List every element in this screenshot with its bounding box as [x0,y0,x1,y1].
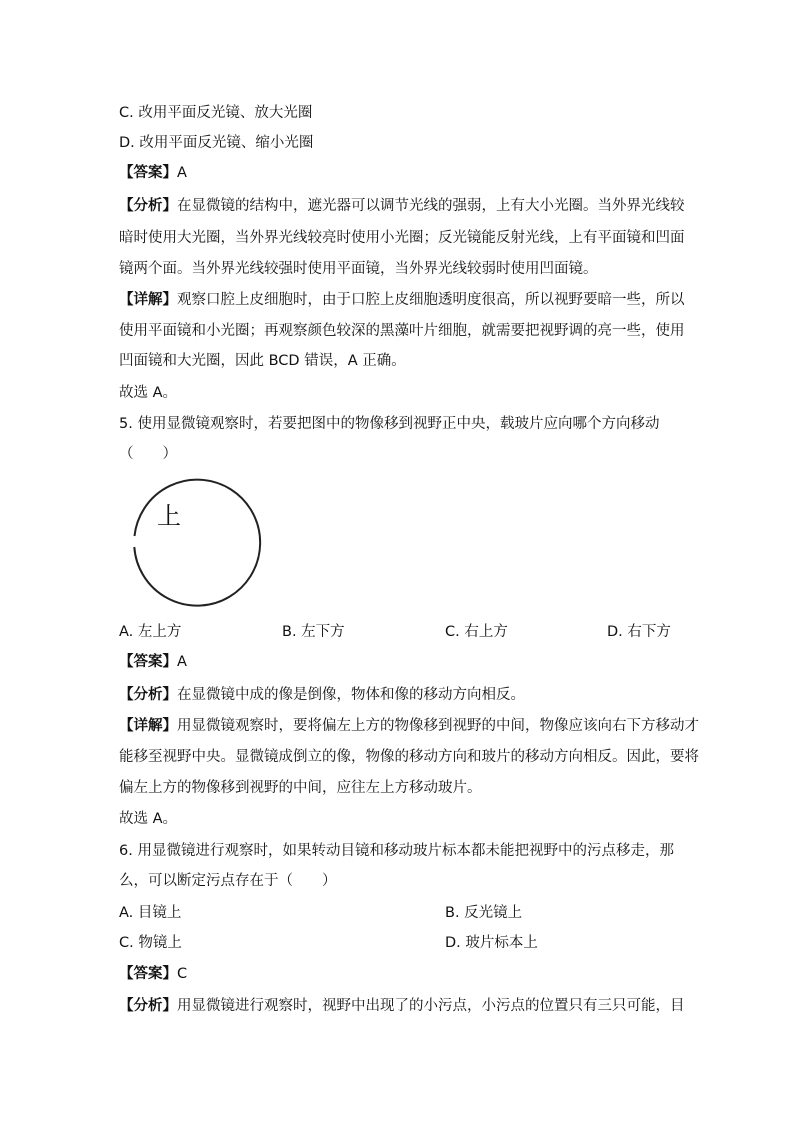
q6-stem-line-2: 么，可以断定污点存在于（ ） [119,873,337,889]
detail-label: 【详解】 [119,292,177,308]
q6-option-b: B. 反光镜上 [445,905,523,921]
q5-choice: 故选 A。 [119,811,178,827]
q4-analysis-line-3: 镜两个面。当外界光线较强时使用平面镜，当外界光线较弱时使用凹面镜。 [119,261,598,277]
q5-option-c: C. 右上方 [445,624,508,640]
q6-answer [119,964,674,984]
q5-detail-line-3: 偏左上方的物像移到视野的中间，应往左上方移动玻片。 [119,780,482,796]
q5-option-b: B. 左下方 [282,624,345,640]
answer-label: 【答案】 [119,165,177,181]
q4-analysis-line-2: 暗时使用大光圈，当外界光线较亮时使用小光圈；反光镜能反射光线，上有平面镜和凹面 [119,230,685,246]
q5-analysis [119,685,674,705]
q4-choice: 故选 A。 [119,385,178,401]
q6-option-a: A. 目镜上 [119,905,182,921]
q5-detail-line-1 [119,716,699,736]
analysis-text: 在显微镜的结构中，遮光器可以调节光线的强弱，上有大小光圈。当外界光线较 [177,198,685,214]
detail-text: 观察口腔上皮细胞时，由于口腔上皮细胞透明度很高，所以视野要暗一些，所以 [177,292,685,308]
q4-analysis-line-1 [119,196,685,216]
answer-value: C [177,966,188,982]
q6-stem-line-1: 6. 用显微镜进行观察时，如果转动目镜和移动玻片标本都未能把视野中的污点移走，那 [119,843,674,859]
q6-option-c: C. 物镜上 [119,935,182,951]
detail-text: 用显微镜观察时，要将偏左上方的物像移到视野的中间，物像应该向右下方移动才 [177,718,699,734]
q4-detail-line-2: 使用平面镜和小光圈；再观察颜色较深的黑藻叶片细胞，就需要把视野调的亮一些，使用 [119,323,685,339]
q4-option-d: D. 改用平面反光镜、缩小光圈 [119,135,314,151]
q4-answer [119,163,674,183]
q6-analysis-line-1 [119,996,685,1016]
analysis-label: 【分析】 [119,198,177,214]
answer-label: 【答案】 [119,654,177,670]
answer-value: A [177,654,187,670]
analysis-text: 用显微镜进行观察时，视野中出现了的小污点，小污点的位置只有三只可能，目 [177,998,685,1014]
q5-option-d: D. 右下方 [607,624,671,640]
q5-answer [119,652,674,672]
q5-detail-line-2: 能移至视野中央。显微镜成倒立的像，物像的移动方向和玻片的移动方向相反。因此，要将 [119,749,699,765]
q4-option-c: C. 改用平面反光镜、放大光圈 [119,105,313,121]
analysis-label: 【分析】 [119,687,177,703]
q4-detail-line-1 [119,290,685,310]
figure-character: 上 [157,502,181,530]
q5-stem-line-2: （ ） [119,446,177,462]
field-of-view-circle [128,476,268,616]
answer-value: A [177,165,187,181]
answer-label: 【答案】 [119,966,177,982]
microscope-field-figure [128,476,268,616]
q6-option-d: D. 玻片标本上 [445,935,538,951]
q5-stem-line-1: 5. 使用显微镜观察时，若要把图中的物像移到视野正中央，载玻片应向哪个方向移动 [119,416,660,432]
detail-label: 【详解】 [119,718,177,734]
q4-detail-line-3: 凹面镜和大光圈，因此 BCD 错误，A 正确。 [119,353,406,369]
analysis-text: 在显微镜中成的像是倒像，物体和像的移动方向相反。 [177,687,525,703]
q5-option-a: A. 左上方 [119,624,182,640]
analysis-label: 【分析】 [119,998,177,1014]
